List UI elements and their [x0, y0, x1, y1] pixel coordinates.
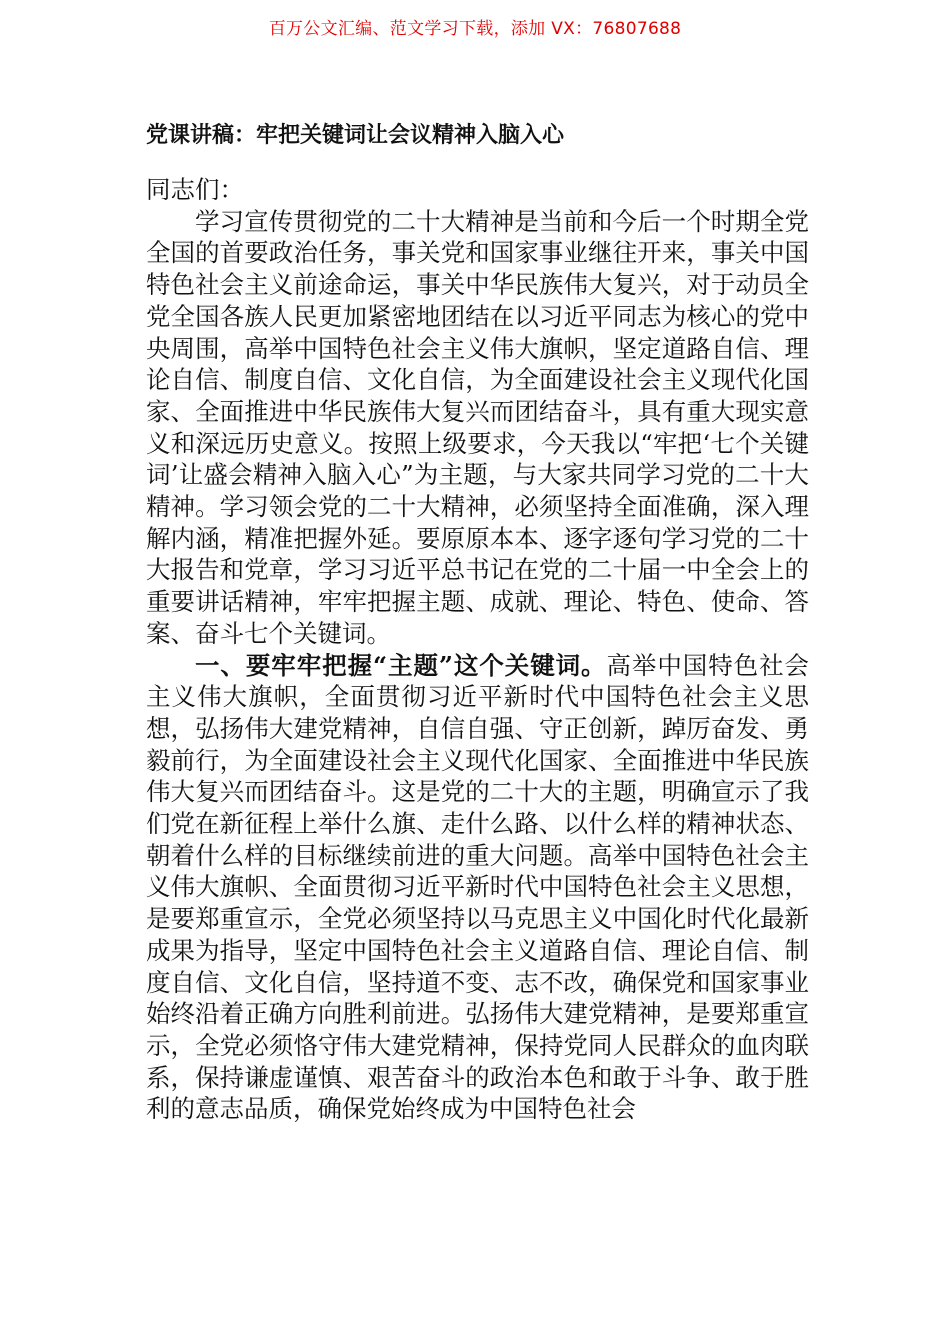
intro-paragraph: 学习宣传贯彻党的二十大精神是当前和今后一个时期全党全国的首要政治任务，事关党和国家事业继往开来，事关中国特色社会主义前途命运，事关中华民族伟大复兴，对于动员全党全国各族人民更加紧密地团结在以习近平同志为核心的党中央周围，高举中国特色社会主义伟大旗帜，坚定道路自信、理论自信、制度自信、文化自信，为全面建设社会主义现代化国家、全面推进中华民族伟大复兴而团结奋斗，具有重大现实意义和深远历史意义。按照上级要求，今天我以“牢把‘七个关键词’让盛会精神入脑入心”为主题，与大家共同学习党的二十大精神。学习领会党的二十大精神，必须坚持全面准确，深入理解内涵，精准把握外延。要原原本本、逐字逐句学习党的二十大报告和党章，学习习近平总书记在党的二十届一中全会上的重要讲话精神，牢牢把握主题、成就、理论、特色、使命、答案、奋斗七个关键词。: [146, 206, 809, 648]
document-title: 党课讲稿：牢把关键词让会议精神入脑入心: [146, 123, 565, 148]
section-one-heading: 一、要牢牢把握“主题”这个关键词。: [195, 650, 607, 680]
section-one-paragraph: [146, 650, 809, 1126]
document-body: [146, 174, 809, 1125]
section-one-text: 高举中国特色社会主义伟大旗帜，全面贯彻习近平新时代中国特色社会主义思想，弘扬伟大建党精神，自信自强、守正创新，踔厉奋发、勇毅前行，为全面建设社会主义现代化国家、全面推进中华民族伟大复兴而团结奋斗。这是党的二十大的主题，明确宣示了我们党在新征程上举什么旗、走什么路、以什么样的精神状态、朝着什么样的目标继续前进的重大问题。高举中国特色社会主义伟大旗帜、全面贯彻习近平新时代中国特色社会主义思想，是要郑重宣示，全党必须坚持以马克思主义中国化时代化最新成果为指导，坚定中国特色社会主义道路自信、理论自信、制度自信、文化自信，坚持道不变、志不改，确保党和国家事业始终沿着正确方向胜利前进。弘扬伟大建党精神，是要郑重宣示，全党必须恪守伟大建党精神，保持党同人民群众的血肉联系，保持谦虚谨慎、艰苦奋斗的政治本色和敢于斗争、敢于胜利的意志品质，确保党始终成为中国特色社会: [146, 650, 810, 1124]
watermark-banner: 百万公文汇编、范文学习下载，添加 VX：76807688: [268, 19, 682, 39]
salutation: 同志们：: [146, 175, 244, 204]
